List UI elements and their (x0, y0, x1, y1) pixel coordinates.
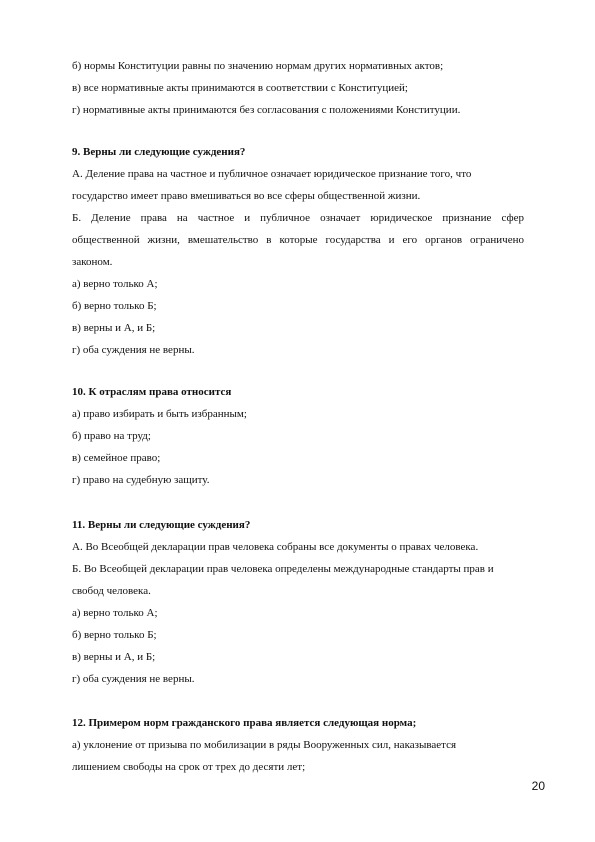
q9-statement-b-line3: законом. (72, 256, 113, 268)
q10-option-v: в) семейное право; (72, 452, 161, 464)
q11-option-g: г) оба суждения не верны. (72, 673, 195, 685)
q8-option-v: в) все нормативные акты принимаются в соответствии с Конституцией; (72, 82, 408, 94)
q12-option-a-line2: лишением свободы на срок от трех до десяти лет; (72, 761, 306, 773)
q12-title: 12. Примером норм гражданского права является следующая норма; (72, 717, 417, 729)
q9-title: 9. Верны ли следующие суждения? (72, 146, 246, 158)
q11-option-a: а) верно только А; (72, 607, 158, 619)
q9-statement-b-line2: общественной жизни, вмешательство в которые государства и его органов ограничено (72, 234, 524, 246)
q11-title: 11. Верны ли следующие суждения? (72, 519, 251, 531)
q9-statement-b-line1: Б. Деление права на частное и публичное означает юридическое признание сфер (72, 212, 524, 224)
q8-option-b: б) нормы Конституции равны по значению нормам других нормативных актов; (72, 60, 444, 72)
q10-option-a: а) право избирать и быть избранным; (72, 408, 247, 420)
q10-option-b: б) право на труд; (72, 430, 151, 442)
q9-statement-a-line2: государство имеет право вмешиваться во все сферы общественной жизни. (72, 190, 421, 202)
q9-option-v: в) верны и А, и Б; (72, 322, 156, 334)
q12-option-a-line1: а) уклонение от призыва по мобилизации в ряды Вооруженных сил, наказывается (72, 739, 457, 751)
q9-option-b: б) верно только Б; (72, 300, 157, 312)
q9-option-g: г) оба суждения не верны. (72, 344, 195, 356)
q11-option-b: б) верно только Б; (72, 629, 157, 641)
q10-title: 10. К отраслям права относится (72, 386, 232, 398)
q10-option-g: г) право на судебную защиту. (72, 474, 210, 486)
q9-option-a: а) верно только А; (72, 278, 158, 290)
page-number: 20 (531, 779, 545, 793)
q11-statement-b-line1: Б. Во Всеобщей декларации прав человека определены международные стандарты прав и (72, 563, 494, 575)
q11-statement-b-line2: свобод человека. (72, 585, 151, 597)
q8-option-g: г) нормативные акты принимаются без согласования с положениями Конституции. (72, 104, 461, 116)
q9-statement-a-line1: А. Деление права на частное и публичное означает юридическое признание того, что (72, 168, 472, 180)
q11-statement-a: А. Во Всеобщей декларации прав человека собраны все документы о правах человека. (72, 541, 479, 553)
q11-option-v: в) верны и А, и Б; (72, 651, 156, 663)
